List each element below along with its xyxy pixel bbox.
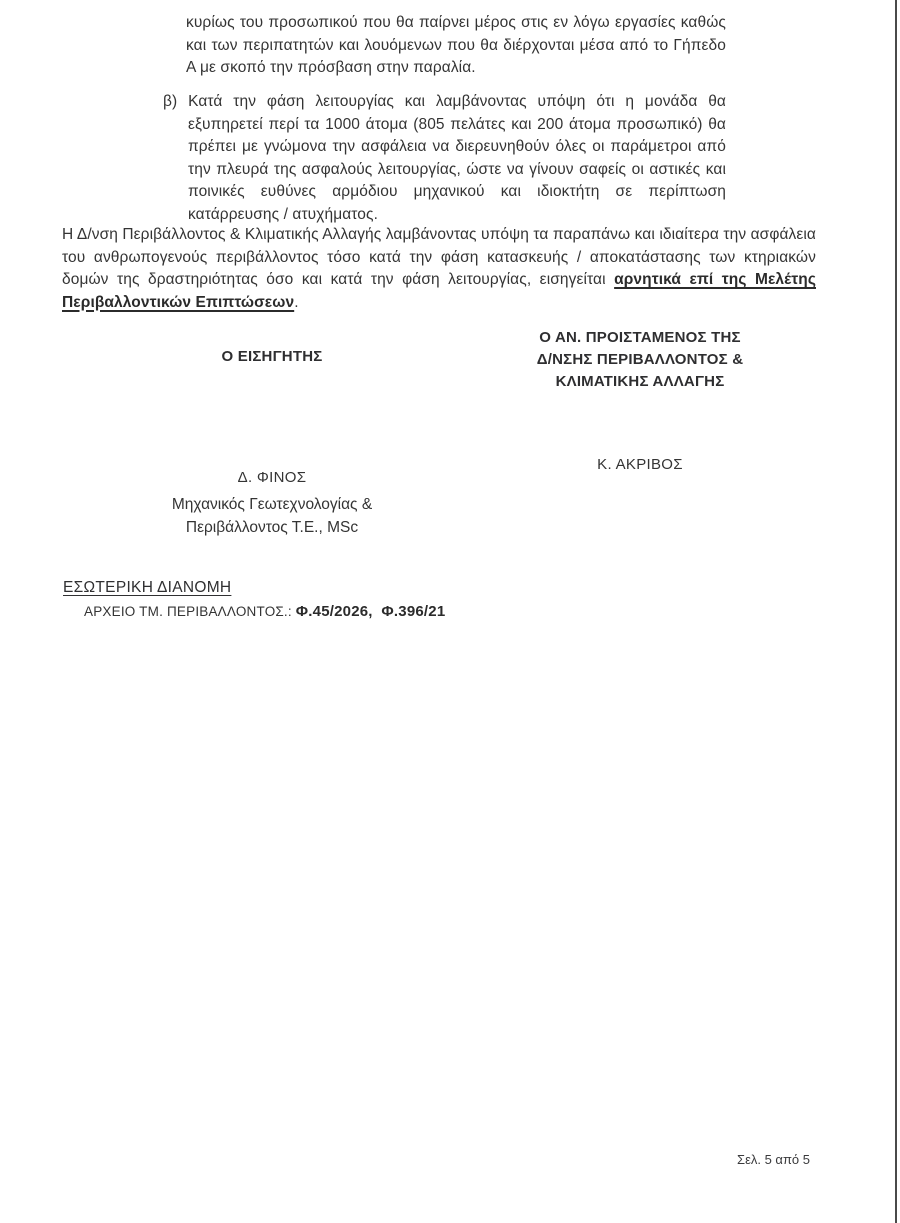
supervisor-name: Κ. ΑΚΡΙΒΟΣ bbox=[597, 456, 683, 473]
body-paragraph-continuation: κυρίως του προσωπικού που θα παίρνει μέρος στις εν λόγω εργασίες καθώς και των περιπατητών και λουόμενων που θα διέρχονται μέσα από το Γήπεδο Α με σκοπό την πρόσβαση στην παραλία. bbox=[186, 14, 726, 76]
supervisor-title-line2: Δ/ΝΣΗΣ ΠΕΡΙΒΑΛΛΟΝΤΟΣ & bbox=[536, 351, 744, 368]
body-paragraph-beta bbox=[163, 91, 726, 226]
supervisor-title-line3: ΚΛΙΜΑΤΙΚΗΣ ΑΛΛΑΓΗΣ bbox=[555, 373, 725, 390]
rapporteur-title: Ο ΕΙΣΗΓΗΤΗΣ bbox=[221, 348, 323, 365]
page-number: Σελ. 5 από 5 bbox=[737, 1152, 810, 1167]
internal-distribution-heading: ΕΣΩΤΕΡΙΚΗ ΔΙΑΝΟΜΗ bbox=[63, 579, 232, 596]
rapporteur-role-line2: Περιβάλλοντος Τ.Ε., MSc bbox=[185, 519, 359, 536]
supervisor-title bbox=[505, 327, 775, 393]
conclusion-lead-text: Η Δ/νση Περιβάλλοντος & Κλιματικής Αλλαγής λαμβάνοντας υπόψη τα παραπάνω και ιδιαίτερα την ασφάλεια του ανθρωπογενούς περιβάλλοντος τόσο κατά την φάση κατασκευής / αποκατάστασης των κτηριακών δομών της δραστηριότητας όσο και κατά την φάση λειτουργίας, εισηγείται bbox=[62, 226, 816, 288]
negative-recommendation-emphasis: αρνητικά επί της Μελέτης Περιβαλλοντικών Επιπτώσεων bbox=[62, 271, 816, 311]
body-paragraph-beta-text: Κατά την φάση λειτουργίας και λαμβάνοντας υπόψη ότι η μονάδα θα εξυπηρετεί περί τα 1000 άτομα (805 πελάτες και 200 άτομα προσωπικό) θα πρέπει με γνώμονα την ασφάλεια να διερευνηθούν όλες οι παράμετροι από την πλευρά της ασφαλούς λειτουργίας, ώστε να γίνουν σαφείς οι αστικές και ποινικές ευθύνες αρμόδιου μηχανικού και ιδιοκτήτη σε περίπτωση κατάρρευσης / ατυχήματος. bbox=[188, 93, 726, 223]
rapporteur-role bbox=[122, 493, 422, 539]
supervisor-title-line1: Ο ΑΝ. ΠΡΟΙΣΤΑΜΕΝΟΣ ΤΗΣ bbox=[539, 329, 741, 346]
rapporteur-name: Δ. ΦΙΝΟΣ bbox=[237, 469, 307, 486]
page-scan-border bbox=[895, 0, 897, 1223]
rapporteur-role-line1: Μηχανικός Γεωτεχνολογίας & bbox=[171, 496, 373, 513]
archive-file-numbers: Φ.45/2026, Φ.396/21 bbox=[295, 603, 446, 620]
list-marker-beta: β) bbox=[163, 93, 178, 110]
archive-label: ΑΡΧΕΙΟ ΤΜ. ΠΕΡΙΒΑΛΛΟΝΤΟΣ.: bbox=[84, 604, 296, 619]
archive-line bbox=[84, 603, 445, 620]
conclusion-paragraph bbox=[62, 224, 816, 314]
conclusion-period: . bbox=[294, 293, 299, 311]
